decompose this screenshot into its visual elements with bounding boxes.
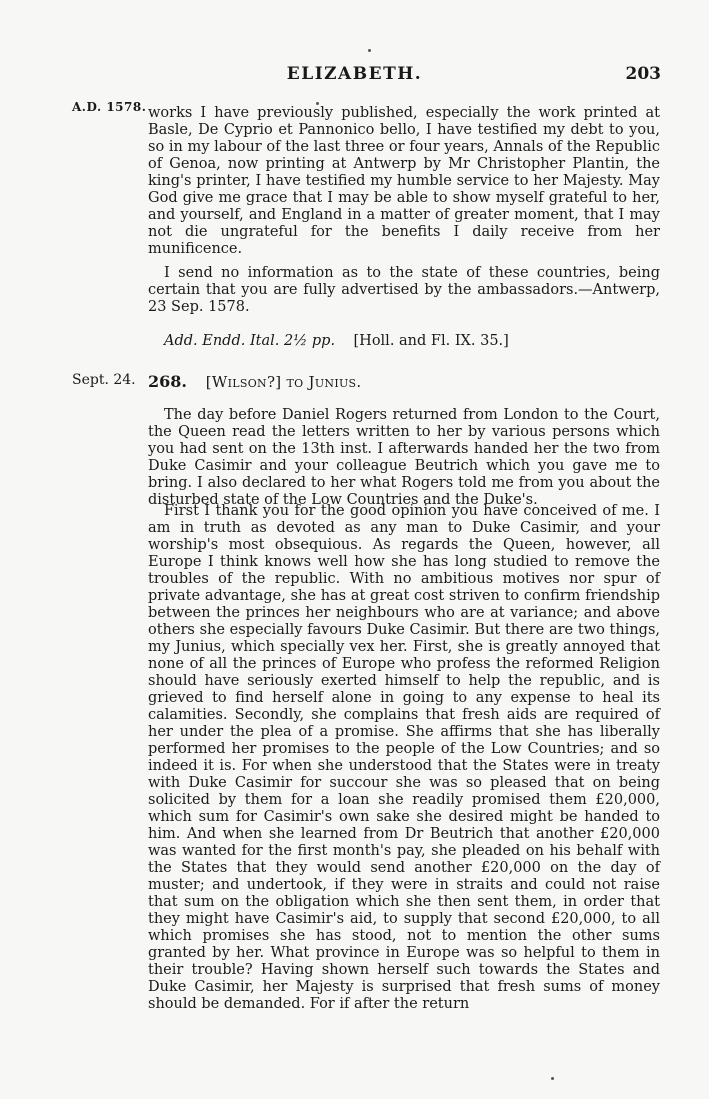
letter-267-paragraph-2: I send no information as to the state of these countries, being certain that you are fully advertised by the ambassadors.—Antwerp, 23 Sep. 1578. (148, 265, 660, 315)
print-mark (368, 49, 371, 52)
letter-267-endorsement-line (148, 333, 660, 350)
entry-number: 268. (148, 372, 187, 391)
entry-title: [Wilson?] to Junius. (205, 373, 362, 391)
letter-268-paragraph-1: The day before Daniel Rogers returned from London to the Court, the Queen read the letters written to her by various persons which you had sent on the 13th inst. I afterwards handed her the two from Duke Casimir and your colleague Beutrich which you gave me to bring. I also declared to her what Rogers told me from you about the disturbed state of the Low Countries and the Duke's. (148, 407, 660, 508)
running-header-title: ELIZABETH. (286, 64, 423, 84)
entry-heading (148, 372, 361, 391)
margin-entry-date: Sept. 24. (72, 372, 136, 388)
endorsement: Add. Endd. Ital. 2½ pp. (164, 333, 336, 349)
archive-reference: [Holl. and Fl. IX. 35.] (353, 333, 509, 349)
margin-year: A.D. 1578. (72, 100, 147, 114)
page-number: 203 (625, 64, 661, 84)
print-mark (551, 1077, 554, 1080)
letter-268-paragraph-2: First I thank you for the good opinion you have conceived of me. I am in truth as devoted as any man to Duke Casimir, and your worship's most obsequious. As regards the Queen, however, all Europe I think knows well how she has long studied to remove the troubles of the republic. With no ambitious motives nor spur of private advantage, she has at great cost striven to confirm friendship between the princes her neighbours who are at variance; and above others she especially favours Duke Casimir. But there are two things, my Junius, which specially vex her. First, she is greatly annoyed that none of all the princes of Europe who profess the reformed Religion should have seriously exerted himself to help the republic, and is grieved to find herself alone in going to any expense to heal its calamities. Secondly, she complains that fresh aids are required of her under the plea of a promise. She affirms that she has liberally performed her promises to the people of the Low Countries; and so indeed it is. For when she understood that the States were in treaty with Duke Casimir for succour she was so pleased that on being solicited by them for a loan she readily promised them £20,000, which sum for Casimir's own sake she desired might be handed to him. And when she learned from Dr Beutrich that another £20,000 was wanted for the first month's pay, she pleaded on his behalf with the States that they would send another £20,000 on the day of muster; and undertook, if they were in straits and could not raise that sum on the obligation which she then sent them, in order that they might have Casimir's aid, to supply that second £20,000, to all which promises she has stood, not to mention the other sums granted by her. What province in Europe was so helpful to them in their trouble? Having shown herself such towards the States and Duke Casimir, her Majesty is surprised that fresh sums of money should be demanded. For if after the return (148, 503, 660, 1012)
letter-267-paragraph-1: works I have previously published, especially the work printed at Basle, De Cyprio et Pannonico bello, I have testified my debt to you, so in my labour of the last three or four years, Annals of the Republic of Genoa, now printing at Antwerp by Mr Christopher Plantin, the king's printer, I have testified my humble service to her Majesty. May God give me grace that I may be able to show myself grateful to her, and yourself, and England in a matter of greater moment, that I may not die ungrateful for the benefits I daily receive from her munificence. (148, 105, 660, 257)
